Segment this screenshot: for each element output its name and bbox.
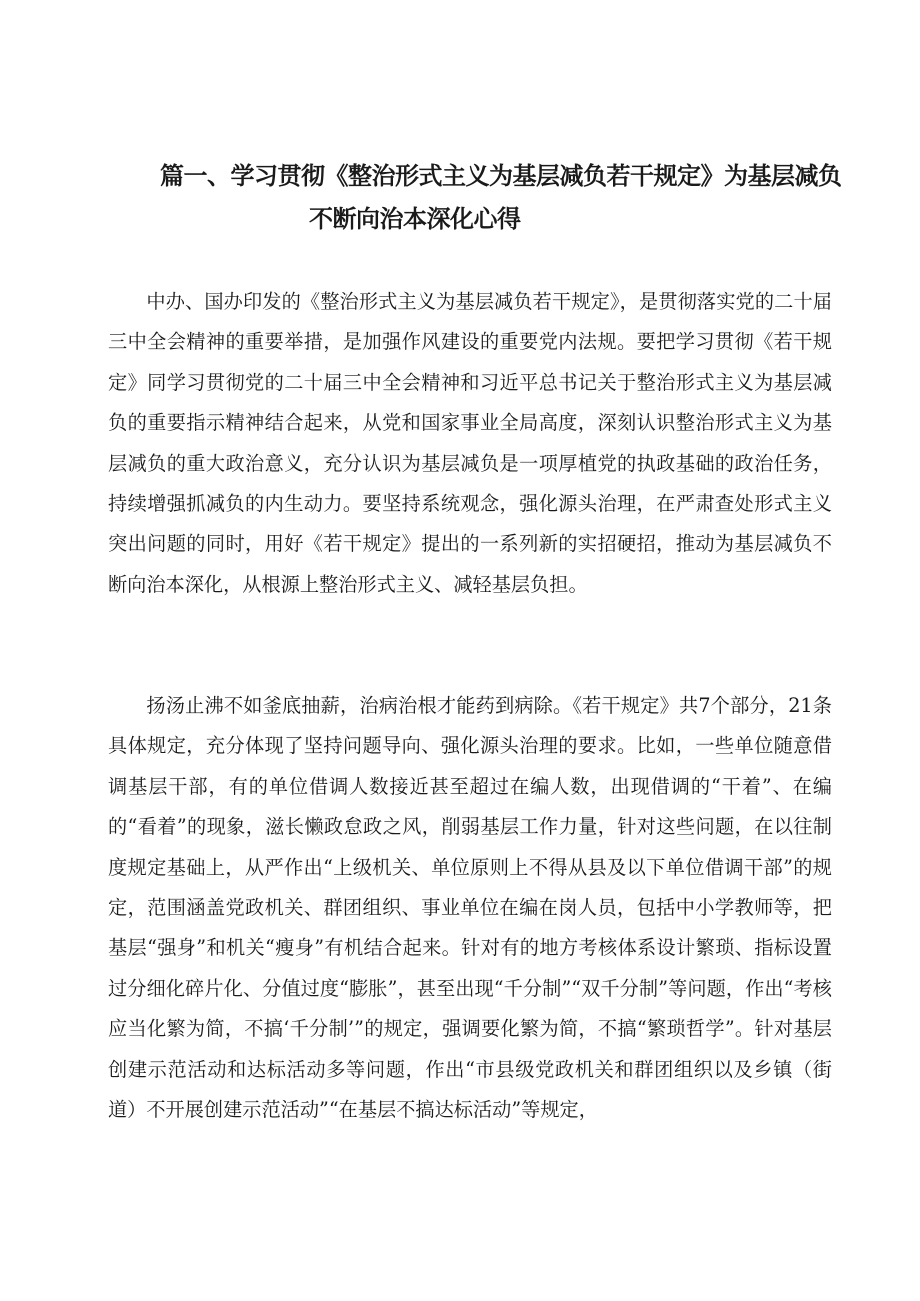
- document-title-line-1: 篇一、学习贯彻《整治形式主义为基层减负若干规定》为基层减负: [160, 162, 842, 190]
- body-paragraph-1: [108, 282, 832, 605]
- paragraph-text: 中办、国办印发的《整治形式主义为基层减负若干规定》，是贯彻落实党的二十届三中全会精神的重要举措，是加强作风建设的重要党内法规。要把学习贯彻《若干规定》同学习贯彻党的二十届三中全会精神和习近平总书记关于整治形式主义为基层减负的重要指示精神结合起来，从党和国家事业全局高度，深刻认识整治形式主义为基层减负的重大政治意义，充分认识为基层减负是一项厚植党的执政基础的政治任务，持续增强抓减负的内生动力。要坚持系统观念，强化源头治理，在严肃查处形式主义突出问题的同时，用好《若干规定》提出的一系列新的实招硬招，推动为基层减负不断向治本深化，从根源上整治形式主义、减轻基层负担。: [108, 290, 832, 596]
- document-title-line-2: 不断向治本深化心得: [309, 205, 521, 233]
- paragraph-text: 扬汤止沸不如釜底抽薪，治病治根才能药到病除。《若干规定》共7个部分，21条具体规定，充分体现了坚持问题导向、强化源头治理的要求。比如，一些单位随意借调基层干部，有的单位借调人数接近甚至超过在编人数，出现借调的“干着”、在编的“看着”的现象，滋长懒政怠政之风，削弱基层工作力量，针对这些问题，在以往制度规定基础上，从严作出“上级机关、单位原则上不得从县及以下单位借调干部”的规定，范围涵盖党政机关、群团组织、事业单位在编在岗人员，包括中小学教师等，把基层“强身”和机关“瘦身”有机结合起来。针对有的地方考核体系设计繁琐、指标设置过分细化碎片化、分值过度“膨胀”，甚至出现“千分制”“双千分制”等问题，作出“考核应当化繁为简，不搞‘千分制’”的规定，强调要化繁为简，不搞“繁琐哲学”。针对基层创建示范活动和达标活动多等问题，作出“市县级党政机关和群团组织以及乡镇（街道）不开展创建示范活动”“在基层不搞达标活动”等规定，: [108, 694, 832, 1122]
- body-paragraph-2: [108, 686, 832, 1130]
